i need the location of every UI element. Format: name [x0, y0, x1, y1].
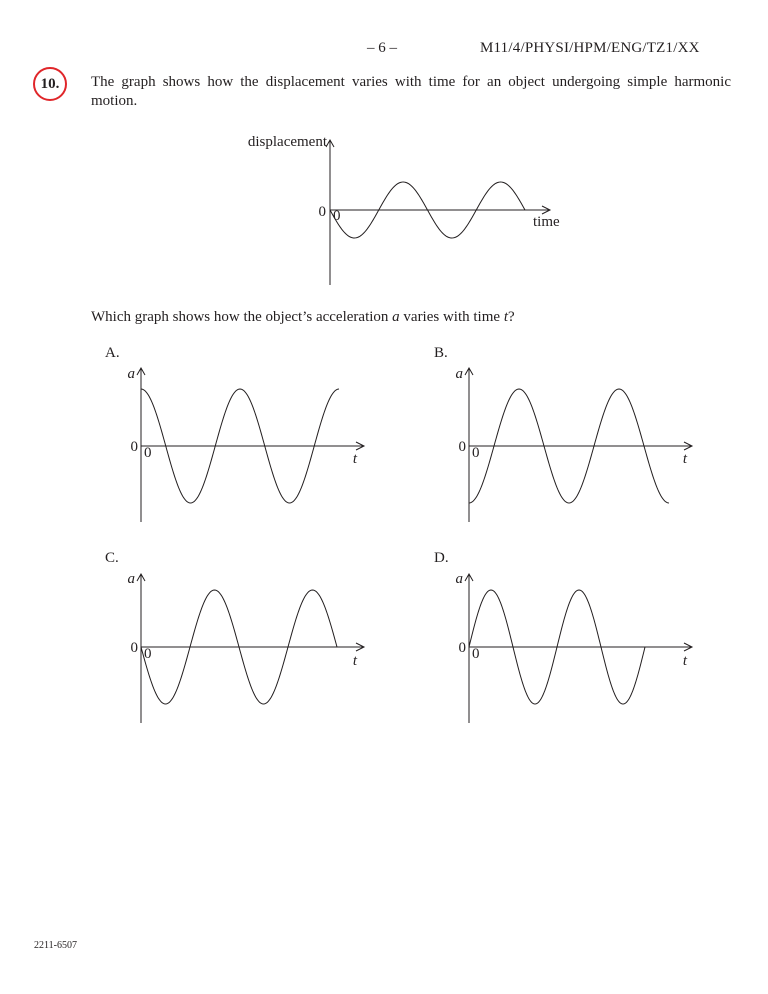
x-origin-label: 0: [472, 646, 480, 662]
y-origin-label: 0: [130, 640, 138, 656]
y-origin-label: 0: [458, 439, 466, 455]
y-axis-label: a: [127, 571, 135, 587]
footer-code: 2211-6507: [34, 940, 77, 951]
option-label: D.: [434, 550, 449, 566]
question-prompt: [91, 309, 515, 326]
x-origin-label: 0: [144, 646, 152, 662]
option-d-graph: [434, 550, 692, 723]
y-origin-label: 0: [130, 439, 138, 455]
question-stem: The graph shows how the displacement varies with time for an object undergoing simple harmonic motion.: [91, 74, 731, 109]
page-number: – 6 –: [367, 40, 397, 56]
variable-t: t: [503, 309, 508, 325]
y-origin-label: 0: [458, 640, 466, 656]
option-b-graph: [434, 345, 692, 522]
variable-a: a: [392, 309, 400, 325]
y-origin-label: 0: [318, 204, 326, 220]
x-axis-label: t: [682, 451, 688, 467]
x-axis-label: t: [352, 653, 358, 669]
option-a-graph: [105, 345, 364, 522]
prompt-text-start: Which graph shows how the object’s acceleration: [91, 309, 393, 325]
x-origin-label: 0: [144, 445, 152, 461]
y-axis-label: a: [127, 366, 135, 382]
x-origin-label: 0: [472, 445, 480, 461]
x-origin-label: 0: [333, 208, 341, 224]
option-label: A.: [105, 345, 120, 361]
prompt-text-end: ?: [507, 309, 515, 325]
y-axis-label: displacement: [247, 134, 327, 150]
x-axis-label: time: [533, 214, 560, 230]
x-axis-label: t: [682, 653, 688, 669]
x-axis-label: t: [352, 451, 358, 467]
y-axis-label: a: [455, 571, 463, 587]
main-graph: [248, 134, 560, 285]
y-axis-label: a: [455, 366, 463, 382]
paper-code: M11/4/PHYSI/HPM/ENG/TZ1/XX: [480, 40, 700, 56]
option-label: C.: [105, 550, 119, 566]
question-number: 10.: [40, 75, 60, 92]
prompt-text-middle: varies with time: [399, 309, 504, 325]
option-label: B.: [434, 345, 448, 361]
option-c-graph: [105, 550, 364, 723]
